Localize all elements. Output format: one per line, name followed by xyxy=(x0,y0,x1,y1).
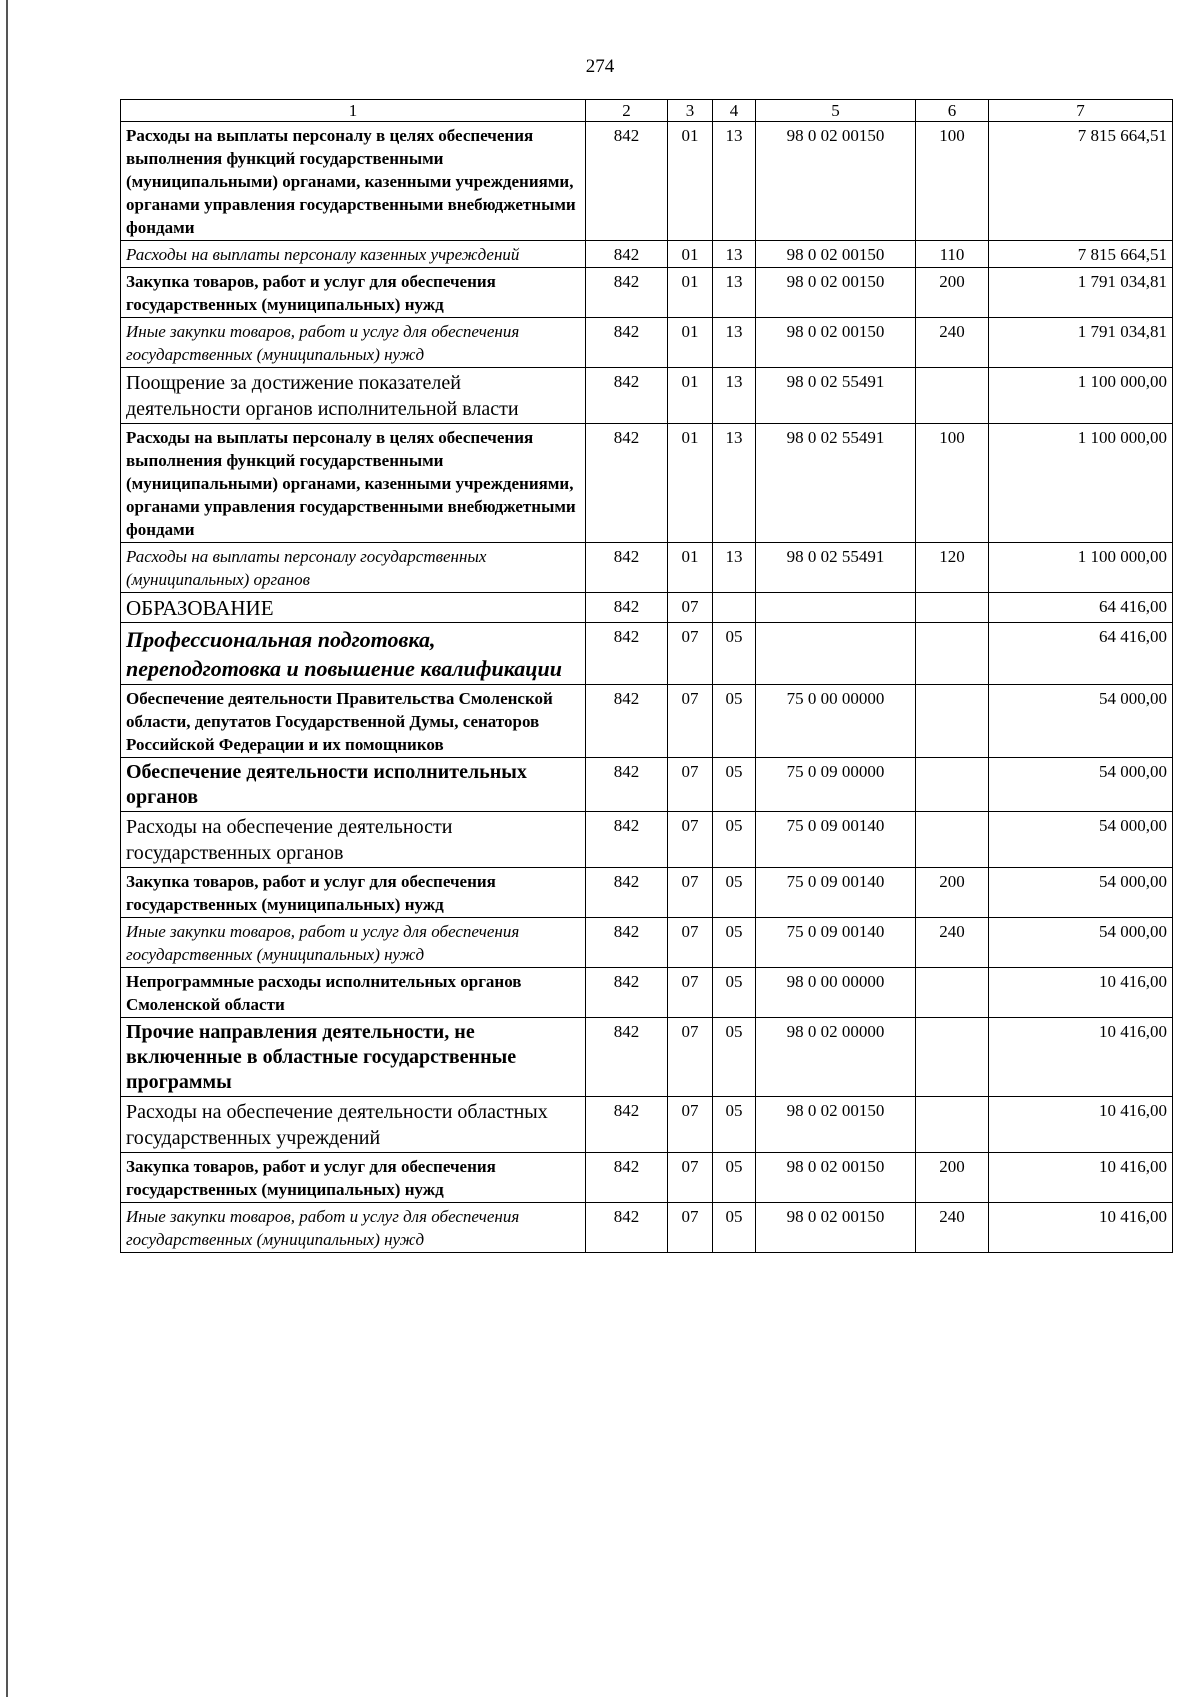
code-subsection-cell: 05 xyxy=(713,685,756,758)
amount-cell: 10 416,00 xyxy=(989,1097,1173,1153)
table-row xyxy=(121,543,1173,593)
amount-cell: 10 416,00 xyxy=(989,1203,1173,1253)
code-section-cell: 01 xyxy=(668,318,713,368)
code-type-cell: 240 xyxy=(916,918,989,968)
code-admin-cell: 842 xyxy=(586,868,668,918)
header-row xyxy=(121,100,1173,122)
code-admin-cell: 842 xyxy=(586,1153,668,1203)
code-admin-cell: 842 xyxy=(586,424,668,543)
code-type-cell xyxy=(916,1097,989,1153)
code-type-cell xyxy=(916,685,989,758)
page-number: 274 xyxy=(585,56,615,77)
table-row xyxy=(121,122,1173,241)
code-target-cell: 98 0 02 55491 xyxy=(756,424,916,543)
amount-cell: 1 791 034,81 xyxy=(989,268,1173,318)
code-admin-cell: 842 xyxy=(586,1018,668,1097)
table-row xyxy=(121,868,1173,918)
code-target-cell: 98 0 02 00150 xyxy=(756,122,916,241)
table-row xyxy=(121,593,1173,623)
code-admin-cell: 842 xyxy=(586,593,668,623)
code-target-cell: 98 0 02 00150 xyxy=(756,241,916,268)
code-type-cell xyxy=(916,1018,989,1097)
code-admin-cell: 842 xyxy=(586,968,668,1018)
code-target-cell: 98 0 02 00000 xyxy=(756,1018,916,1097)
code-section-cell: 01 xyxy=(668,424,713,543)
code-admin-cell: 842 xyxy=(586,543,668,593)
code-type-cell: 200 xyxy=(916,868,989,918)
header-cell: 7 xyxy=(989,100,1173,122)
code-target-cell xyxy=(756,593,916,623)
code-type-cell xyxy=(916,623,989,685)
table-row xyxy=(121,1018,1173,1097)
amount-cell: 54 000,00 xyxy=(989,758,1173,812)
code-subsection-cell: 05 xyxy=(713,968,756,1018)
code-admin-cell: 842 xyxy=(586,758,668,812)
code-section-cell: 07 xyxy=(668,1203,713,1253)
code-subsection-cell: 05 xyxy=(713,758,756,812)
amount-cell: 54 000,00 xyxy=(989,868,1173,918)
code-type-cell: 240 xyxy=(916,1203,989,1253)
code-admin-cell: 842 xyxy=(586,368,668,424)
code-subsection-cell: 05 xyxy=(713,1203,756,1253)
code-target-cell: 98 0 02 00150 xyxy=(756,1097,916,1153)
code-subsection-cell: 05 xyxy=(713,868,756,918)
code-target-cell: 98 0 02 55491 xyxy=(756,368,916,424)
code-target-cell: 75 0 00 00000 xyxy=(756,685,916,758)
row-name-cell: Расходы на обеспечение деятельности государственных органов xyxy=(121,812,586,868)
table-row xyxy=(121,368,1173,424)
code-section-cell: 07 xyxy=(668,812,713,868)
code-section-cell: 01 xyxy=(668,268,713,318)
row-name-cell: Расходы на выплаты персоналу государственных (муниципальных) органов xyxy=(121,543,586,593)
amount-cell: 1 100 000,00 xyxy=(989,368,1173,424)
code-section-cell: 01 xyxy=(668,543,713,593)
code-target-cell: 98 0 02 00150 xyxy=(756,268,916,318)
amount-cell: 10 416,00 xyxy=(989,968,1173,1018)
amount-cell: 1 100 000,00 xyxy=(989,424,1173,543)
code-section-cell: 07 xyxy=(668,685,713,758)
row-name-cell: Непрограммные расходы исполнительных органов Смоленской области xyxy=(121,968,586,1018)
header-cell: 1 xyxy=(121,100,586,122)
amount-cell: 54 000,00 xyxy=(989,918,1173,968)
amount-cell: 7 815 664,51 xyxy=(989,241,1173,268)
amount-cell: 54 000,00 xyxy=(989,685,1173,758)
binding-edge-line xyxy=(6,0,8,1697)
code-subsection-cell: 05 xyxy=(713,812,756,868)
code-section-cell: 01 xyxy=(668,368,713,424)
code-target-cell: 98 0 02 00150 xyxy=(756,1153,916,1203)
row-name-cell: Закупка товаров, работ и услуг для обеспечения государственных (муниципальных) нужд xyxy=(121,868,586,918)
header-cell: 3 xyxy=(668,100,713,122)
code-target-cell: 75 0 09 00140 xyxy=(756,812,916,868)
code-type-cell: 100 xyxy=(916,122,989,241)
code-subsection-cell: 13 xyxy=(713,241,756,268)
code-section-cell: 07 xyxy=(668,968,713,1018)
code-section-cell: 01 xyxy=(668,241,713,268)
code-subsection-cell: 05 xyxy=(713,1153,756,1203)
code-type-cell: 100 xyxy=(916,424,989,543)
row-name-cell: Расходы на обеспечение деятельности областных государственных учреждений xyxy=(121,1097,586,1153)
table-row xyxy=(121,1153,1173,1203)
code-target-cell: 98 0 00 00000 xyxy=(756,968,916,1018)
amount-cell: 1 100 000,00 xyxy=(989,543,1173,593)
header-cell: 4 xyxy=(713,100,756,122)
table-row xyxy=(121,1097,1173,1153)
code-admin-cell: 842 xyxy=(586,1203,668,1253)
code-type-cell: 120 xyxy=(916,543,989,593)
code-subsection-cell: 13 xyxy=(713,122,756,241)
code-subsection-cell: 13 xyxy=(713,318,756,368)
table-row xyxy=(121,812,1173,868)
code-section-cell: 07 xyxy=(668,918,713,968)
amount-cell: 10 416,00 xyxy=(989,1018,1173,1097)
amount-cell: 1 791 034,81 xyxy=(989,318,1173,368)
table-row xyxy=(121,268,1173,318)
code-type-cell: 110 xyxy=(916,241,989,268)
table-row xyxy=(121,1203,1173,1253)
code-subsection-cell: 13 xyxy=(713,268,756,318)
header-cell: 5 xyxy=(756,100,916,122)
code-section-cell: 07 xyxy=(668,758,713,812)
row-name-cell: ОБРАЗОВАНИЕ xyxy=(121,593,586,623)
table-row xyxy=(121,968,1173,1018)
code-type-cell xyxy=(916,368,989,424)
code-subsection-cell: 05 xyxy=(713,918,756,968)
amount-cell: 7 815 664,51 xyxy=(989,122,1173,241)
table-row xyxy=(121,623,1173,685)
code-admin-cell: 842 xyxy=(586,268,668,318)
code-type-cell: 200 xyxy=(916,268,989,318)
row-name-cell: Расходы на выплаты персоналу в целях обеспечения выполнения функций государственными (муниципальными) органами, казенными учреждениями, органами управления государственными внебюджетными фондами xyxy=(121,122,586,241)
code-section-cell: 07 xyxy=(668,623,713,685)
code-subsection-cell: 13 xyxy=(713,424,756,543)
code-admin-cell: 842 xyxy=(586,918,668,968)
code-section-cell: 07 xyxy=(668,1097,713,1153)
row-name-cell: Иные закупки товаров, работ и услуг для обеспечения государственных (муниципальных) нужд xyxy=(121,1203,586,1253)
row-name-cell: Расходы на выплаты персоналу в целях обеспечения выполнения функций государственными (муниципальными) органами, казенными учреждениями, органами управления государственными внебюджетными фондами xyxy=(121,424,586,543)
code-target-cell: 98 0 02 55491 xyxy=(756,543,916,593)
header-cell: 6 xyxy=(916,100,989,122)
code-subsection-cell: 05 xyxy=(713,1018,756,1097)
code-target-cell: 75 0 09 00000 xyxy=(756,758,916,812)
row-name-cell: Прочие направления деятельности, не включенные в областные государственные программы xyxy=(121,1018,586,1097)
amount-cell: 64 416,00 xyxy=(989,593,1173,623)
code-section-cell: 07 xyxy=(668,868,713,918)
code-section-cell: 01 xyxy=(668,122,713,241)
code-section-cell: 07 xyxy=(668,1153,713,1203)
code-admin-cell: 842 xyxy=(586,318,668,368)
row-name-cell: Поощрение за достижение показателей деятельности органов исполнительной власти xyxy=(121,368,586,424)
row-name-cell: Профессиональная подготовка, переподготовка и повышение квалификации xyxy=(121,623,586,685)
code-subsection-cell: 13 xyxy=(713,543,756,593)
code-admin-cell: 842 xyxy=(586,1097,668,1153)
row-name-cell: Иные закупки товаров, работ и услуг для обеспечения государственных (муниципальных) нужд xyxy=(121,318,586,368)
header-cell: 2 xyxy=(586,100,668,122)
amount-cell: 54 000,00 xyxy=(989,812,1173,868)
table-row xyxy=(121,685,1173,758)
row-name-cell: Обеспечение деятельности исполнительных органов xyxy=(121,758,586,812)
code-admin-cell: 842 xyxy=(586,122,668,241)
code-section-cell: 07 xyxy=(668,1018,713,1097)
budget-table xyxy=(120,99,1173,1253)
code-type-cell xyxy=(916,968,989,1018)
amount-cell: 10 416,00 xyxy=(989,1153,1173,1203)
code-subsection-cell: 05 xyxy=(713,623,756,685)
code-admin-cell: 842 xyxy=(586,685,668,758)
code-subsection-cell xyxy=(713,593,756,623)
code-subsection-cell: 05 xyxy=(713,1097,756,1153)
code-type-cell xyxy=(916,593,989,623)
table-row xyxy=(121,241,1173,268)
code-type-cell: 200 xyxy=(916,1153,989,1203)
row-name-cell: Закупка товаров, работ и услуг для обеспечения государственных (муниципальных) нужд xyxy=(121,1153,586,1203)
code-target-cell: 75 0 09 00140 xyxy=(756,868,916,918)
code-target-cell: 98 0 02 00150 xyxy=(756,1203,916,1253)
code-admin-cell: 842 xyxy=(586,241,668,268)
code-target-cell: 75 0 09 00140 xyxy=(756,918,916,968)
code-type-cell: 240 xyxy=(916,318,989,368)
code-type-cell xyxy=(916,758,989,812)
code-admin-cell: 842 xyxy=(586,623,668,685)
amount-cell: 64 416,00 xyxy=(989,623,1173,685)
code-subsection-cell: 13 xyxy=(713,368,756,424)
code-target-cell xyxy=(756,623,916,685)
row-name-cell: Закупка товаров, работ и услуг для обеспечения государственных (муниципальных) нужд xyxy=(121,268,586,318)
code-section-cell: 07 xyxy=(668,593,713,623)
row-name-cell: Обеспечение деятельности Правительства Смоленской области, депутатов Государственной Думы, сенаторов Российской Федерации и их помощников xyxy=(121,685,586,758)
row-name-cell: Расходы на выплаты персоналу казенных учреждений xyxy=(121,241,586,268)
row-name-cell: Иные закупки товаров, работ и услуг для обеспечения государственных (муниципальных) нужд xyxy=(121,918,586,968)
table-row xyxy=(121,758,1173,812)
code-admin-cell: 842 xyxy=(586,812,668,868)
table-row xyxy=(121,318,1173,368)
code-target-cell: 98 0 02 00150 xyxy=(756,318,916,368)
code-type-cell xyxy=(916,812,989,868)
table-row xyxy=(121,424,1173,543)
table-row xyxy=(121,918,1173,968)
